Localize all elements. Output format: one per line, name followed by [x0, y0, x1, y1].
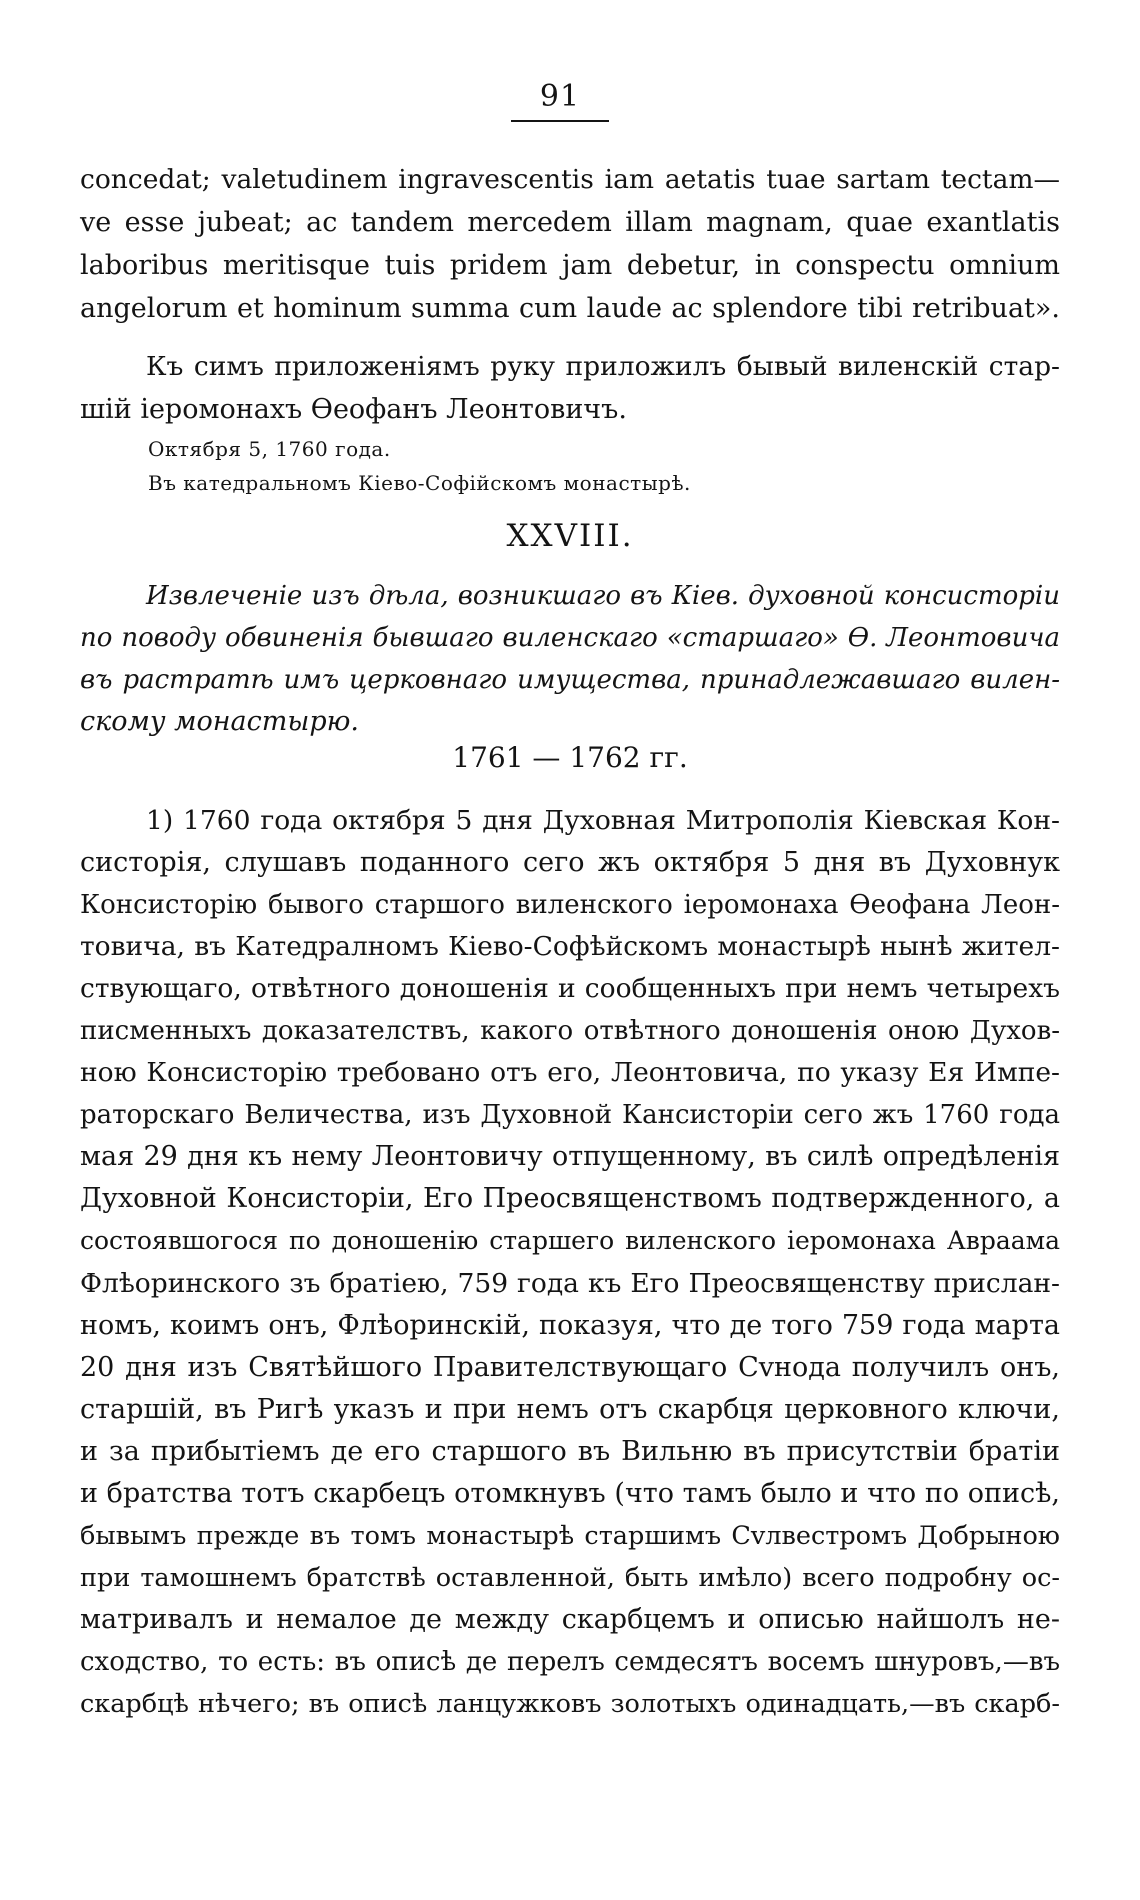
main-text-line: товича, въ Катедралномъ Кіево-Софѣйскомъ монастырѣ нынѣ жител- — [80, 931, 1060, 963]
signature-line: шій іеромонахъ Ѳеофанъ Леонтовичъ. — [80, 394, 627, 425]
page-number-block — [500, 78, 620, 122]
main-text-line: при тамошнемъ братствѣ оставленной, быть имѣло) всего подробну ос- — [80, 1562, 1060, 1593]
signature-line: Къ симъ приложеніямъ руку приложилъ бывый виленскій стар- — [146, 351, 1060, 382]
page-number: 91 — [539, 79, 581, 114]
section-years: 1761 — 1762 гг. — [452, 741, 688, 774]
document-date: Октября 5, 1760 года. — [148, 437, 391, 461]
main-text-line: старшій, въ Ригѣ указъ и при немъ отъ скарбця церковного ключи, — [80, 1393, 1060, 1425]
main-text-line: раторскаго Величества, изъ Духовной Кансисторіи сего жъ 1760 года — [80, 1100, 1060, 1131]
latin-line: ve esse jubeat; ac tandem mercedem illam magnam, quae exantlatis — [80, 207, 1060, 238]
heading-line: Извлеченіе изъ дѣла, возникшаго въ Кіев. духовной консисторіи — [146, 581, 1060, 611]
main-text-line: ствующаго, отвѣтного доношенія и сообщенныхъ при немъ четырехъ — [80, 973, 1060, 1005]
section-numeral: XXVIII. — [506, 518, 634, 554]
main-text-line: состоявшогося по доношенію старшего виленского іеромонаха Авраама — [80, 1226, 1060, 1256]
main-text-line: Консисторію бывого старшого виленского іеромонаха Ѳеофана Леон- — [80, 890, 1060, 921]
main-text-line: номъ, коимъ онъ, Флѣоринскій, показуя, что де того 759 года марта — [80, 1309, 1060, 1341]
latin-line: laboribus meritisque tuis pridem jam debetur, in conspectu omnium — [80, 250, 1060, 281]
date-place-block — [148, 432, 691, 500]
signature-paragraph — [80, 345, 1060, 431]
latin-line: angelorum et hominum summa cum laude ac splendore tibi retribuat». — [80, 293, 1060, 324]
main-text-line: писменныхъ доказателствъ, какого отвѣтного доношенія оною Духов- — [80, 1016, 1060, 1047]
heading-line: по поводу обвиненія бывшаго виленскаго «старшаго» Ѳ. Леонтовича — [80, 623, 1060, 653]
main-text-line: систорія, слушавъ поданного сего жъ октября 5 дня въ Духовнук — [80, 847, 1060, 879]
heading-line: въ растратѣ имъ церковнаго имущества, принадлежавшаго вилен- — [80, 665, 1060, 695]
main-text-line: сходство, то есть: въ описѣ де перелъ семдесятъ восемъ шнуровъ,—въ — [80, 1646, 1060, 1677]
main-text — [80, 800, 1060, 1725]
main-text-line: скарбцѣ нѣчего; въ описѣ ланцужковъ золотыхъ одинадцать,—въ скарб- — [80, 1688, 1060, 1719]
page-number-underline — [511, 120, 609, 122]
main-text-line: бывымъ прежде въ томъ монастырѣ старшимъ Сvлвестромъ Добрыною — [80, 1520, 1060, 1551]
latin-line: concedat; valetudinem ingravescentis iam aetatis tuae sartam tectam— — [80, 164, 1060, 195]
heading-line: скому монастырю. — [80, 706, 360, 737]
main-text-line: и братства тотъ скарбецъ отомкнувъ (что тамъ было и что по описѣ, — [80, 1477, 1060, 1509]
main-text-line: 1) 1760 года октября 5 дня Духовная Митрополія Кіевская Кон- — [146, 805, 1060, 836]
latin-passage — [80, 158, 1060, 330]
main-text-line: мая 29 дня къ нему Леонтовичу отпущенному, въ силѣ опредѣленія — [80, 1141, 1060, 1173]
main-text-line: Флѣоринского зъ братіею, 759 года къ Его Преосвященству прислан- — [80, 1267, 1060, 1299]
section-heading — [80, 575, 1060, 743]
document-place: Въ катедральномъ Кіево-Софійскомъ монастырѣ. — [148, 471, 691, 495]
main-text-line: и за прибытіемъ де его старшого въ Вильню въ присутствіи братіи — [80, 1435, 1060, 1467]
main-text-line: 20 дня изъ Святѣйшого Правителствующаго Сvнода получилъ онъ, — [80, 1351, 1060, 1383]
main-text-line: Духовной Консисторіи, Его Преосвященствомъ подтвержденного, а — [80, 1183, 1060, 1215]
main-text-line: матривалъ и немалое де между скарбцемъ и описью найшолъ не- — [80, 1603, 1060, 1635]
main-text-line: ною Консисторію требовано отъ его, Леонтовича, по указу Ея Импе- — [80, 1057, 1060, 1089]
